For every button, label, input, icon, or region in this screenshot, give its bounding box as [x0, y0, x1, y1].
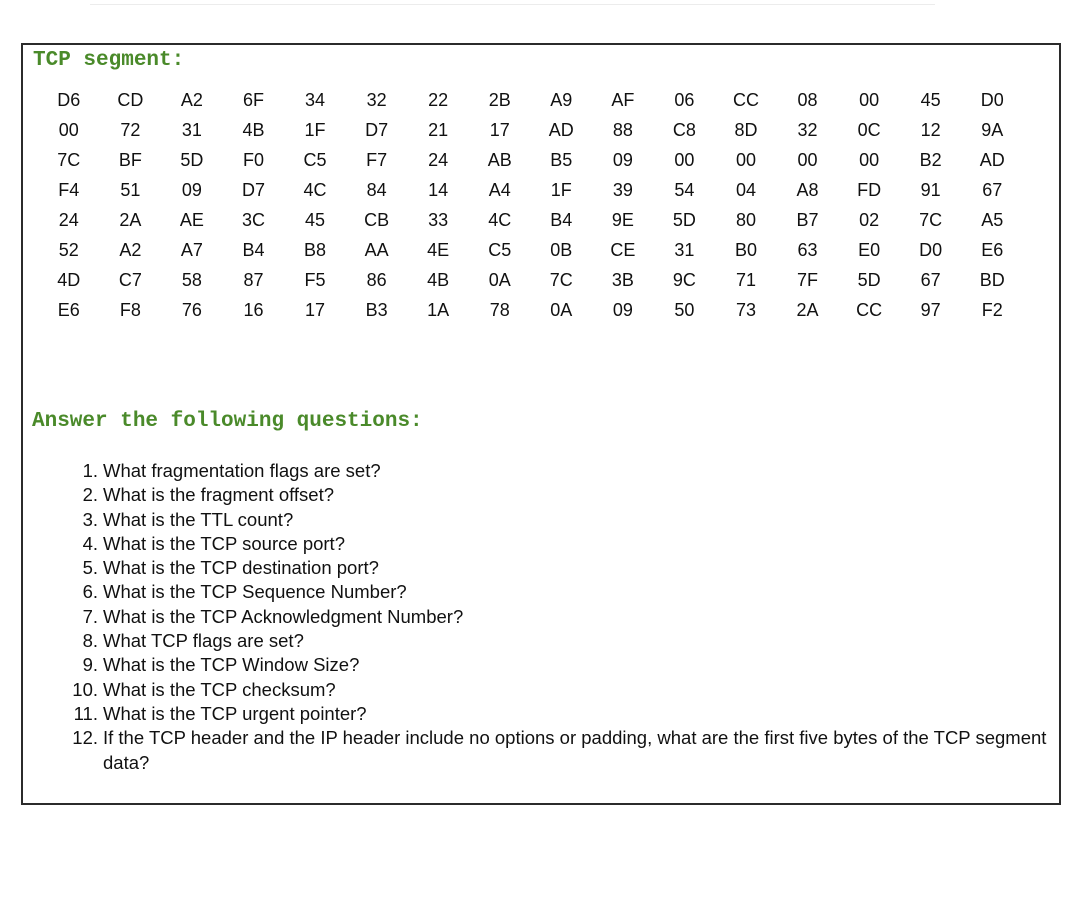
hex-byte: 67: [982, 179, 1003, 200]
hex-row: [38, 85, 1023, 115]
hex-byte: 1A: [427, 299, 450, 320]
hex-byte: 67: [920, 269, 941, 290]
hex-byte: B7: [796, 209, 819, 230]
hex-byte: 14: [428, 179, 449, 200]
hex-byte: 54: [674, 179, 695, 200]
hex-byte: 45: [920, 89, 941, 110]
hex-byte: F2: [981, 299, 1003, 320]
hex-byte: 2A: [119, 209, 142, 230]
question-text: What is the TCP urgent pointer?: [103, 702, 367, 724]
hex-byte: 09: [612, 299, 633, 320]
hex-row: [38, 115, 1023, 145]
hex-byte: 24: [428, 149, 449, 170]
hex-byte: B2: [919, 149, 942, 170]
hex-byte: 51: [120, 179, 141, 200]
hex-byte: 08: [797, 89, 818, 110]
question-number: 3.: [82, 508, 98, 530]
segment-heading: TCP segment:: [33, 49, 185, 72]
hex-byte: AB: [487, 149, 512, 170]
hex-byte: 21: [428, 119, 449, 140]
hex-byte: 00: [674, 149, 695, 170]
hex-byte: CC: [732, 89, 759, 110]
exercise-panel: [21, 43, 1061, 805]
hex-byte: 33: [428, 209, 449, 230]
question-number: 1.: [82, 460, 98, 481]
hex-byte: F5: [304, 269, 326, 290]
hex-byte: A5: [981, 209, 1004, 230]
hex-byte: B0: [734, 239, 757, 260]
hex-byte: 4B: [242, 119, 265, 140]
hex-byte: F7: [366, 149, 388, 170]
hex-byte: A4: [488, 179, 511, 200]
hex-byte: B4: [242, 239, 265, 260]
question-number: 2.: [82, 484, 98, 506]
hex-row: [38, 205, 1023, 235]
hex-byte: 76: [181, 299, 202, 320]
question-text: What is the TCP Window Size?: [103, 654, 360, 676]
question-number: 5.: [82, 557, 98, 579]
question-item: [63, 726, 1053, 775]
question-number: 8.: [82, 630, 98, 652]
hex-byte: BF: [118, 149, 142, 170]
hex-byte: 7C: [919, 209, 943, 230]
hex-byte: 12: [920, 119, 941, 140]
hex-byte: 4C: [303, 179, 327, 200]
hex-byte: 87: [243, 269, 264, 290]
question-item: [63, 678, 1053, 702]
hex-byte: 63: [797, 239, 818, 260]
hex-byte: F0: [242, 149, 264, 170]
hex-byte: E6: [57, 299, 80, 320]
hex-byte: E0: [858, 239, 881, 260]
hex-byte: 9C: [672, 269, 696, 290]
hex-byte: 00: [797, 149, 818, 170]
hex-byte: 4E: [427, 239, 450, 260]
hex-byte: 7C: [57, 149, 81, 170]
hex-byte: 00: [58, 119, 79, 140]
question-text: What TCP flags are set?: [103, 630, 304, 652]
question-text: What is the TCP Acknowledgment Number?: [103, 605, 464, 627]
hex-byte: 16: [243, 299, 264, 320]
hex-byte: 72: [120, 119, 141, 140]
hex-byte: B4: [550, 209, 573, 230]
hex-byte: A2: [180, 89, 203, 110]
hex-byte: 3C: [241, 209, 265, 230]
hex-byte: 31: [181, 119, 202, 140]
hex-byte: 91: [920, 179, 941, 200]
hex-byte: 7F: [797, 269, 819, 290]
hex-byte: 31: [674, 239, 695, 260]
question-text: What is the TTL count?: [103, 508, 294, 530]
hex-byte: 80: [735, 209, 756, 230]
question-number: 11.: [73, 702, 98, 724]
hex-byte: C5: [488, 239, 512, 260]
hex-byte: 0C: [857, 119, 881, 140]
hex-byte: 84: [366, 179, 387, 200]
question-item: [63, 580, 1053, 604]
question-number: 10.: [72, 678, 98, 700]
hex-row: [38, 175, 1023, 205]
questions-heading: Answer the following questions:: [32, 410, 423, 433]
hex-byte: 06: [674, 89, 695, 110]
hex-byte: F8: [119, 299, 141, 320]
question-text: If the TCP header and the IP header include no options or padding, what are the first five bytes of the TCP segment data?: [103, 727, 1047, 773]
question-list: [63, 459, 1053, 775]
question-item: [63, 605, 1053, 629]
question-text: What is the TCP Sequence Number?: [103, 581, 407, 603]
hex-byte: 45: [305, 209, 326, 230]
hex-byte: 52: [58, 239, 79, 260]
hex-byte: D7: [241, 179, 265, 200]
hex-byte: 32: [366, 89, 387, 110]
question-text: What fragmentation flags are set?: [103, 460, 381, 481]
hex-byte: A7: [180, 239, 203, 260]
question-number: 4.: [82, 532, 98, 554]
hex-byte: 4C: [488, 209, 512, 230]
hex-byte: 9E: [611, 209, 634, 230]
hex-byte: F4: [58, 179, 80, 200]
question-number: 12.: [72, 727, 98, 749]
hex-byte: 9A: [981, 119, 1004, 140]
question-item: [63, 653, 1053, 677]
hex-byte: 4D: [57, 269, 81, 290]
hex-byte: 73: [735, 299, 756, 320]
top-divider: [90, 4, 935, 5]
hex-byte: 00: [859, 149, 880, 170]
hex-byte: A9: [550, 89, 573, 110]
hex-byte: D7: [365, 119, 389, 140]
hex-byte: CD: [117, 89, 144, 110]
hex-byte: A2: [119, 239, 142, 260]
hex-byte: 7C: [549, 269, 573, 290]
question-number: 9.: [82, 654, 98, 676]
hex-dump-body: [38, 85, 1023, 325]
hex-byte: E6: [981, 239, 1004, 260]
question-text: What is the TCP checksum?: [103, 678, 336, 700]
hex-byte: AE: [179, 209, 204, 230]
hex-byte: 8D: [734, 119, 758, 140]
hex-byte: 5D: [857, 269, 881, 290]
hex-byte: 58: [181, 269, 202, 290]
hex-byte: D0: [919, 239, 943, 260]
hex-byte: B3: [365, 299, 388, 320]
question-number: 7.: [82, 605, 98, 627]
hex-byte: 71: [735, 269, 756, 290]
hex-byte: 32: [797, 119, 818, 140]
hex-byte: 50: [674, 299, 695, 320]
hex-byte: A8: [796, 179, 819, 200]
hex-byte: 5D: [672, 209, 696, 230]
question-item: [63, 556, 1053, 580]
question-item: [63, 532, 1053, 556]
hex-dump-table: [38, 85, 1023, 325]
hex-byte: CB: [364, 209, 390, 230]
hex-byte: 1F: [550, 179, 572, 200]
hex-byte: B5: [550, 149, 573, 170]
hex-byte: D6: [57, 89, 81, 110]
hex-byte: C5: [303, 149, 327, 170]
hex-byte: 09: [612, 149, 633, 170]
hex-byte: 04: [735, 179, 756, 200]
hex-byte: B8: [304, 239, 327, 260]
hex-byte: 17: [305, 299, 326, 320]
question-text: What is the TCP source port?: [103, 532, 345, 554]
hex-byte: 24: [58, 209, 79, 230]
hex-byte: 86: [366, 269, 387, 290]
hex-byte: D0: [980, 89, 1004, 110]
hex-byte: 00: [735, 149, 756, 170]
hex-byte: 00: [859, 89, 880, 110]
hex-byte: 09: [181, 179, 202, 200]
hex-byte: 34: [305, 89, 326, 110]
hex-byte: 5D: [180, 149, 204, 170]
hex-byte: 0A: [550, 299, 573, 320]
hex-byte: FD: [857, 179, 882, 200]
question-text: What is the fragment offset?: [103, 484, 335, 506]
hex-byte: C8: [672, 119, 696, 140]
question-text: What is the TCP destination port?: [103, 557, 379, 579]
hex-byte: CC: [856, 299, 883, 320]
hex-byte: AF: [611, 89, 635, 110]
hex-byte: 2B: [488, 89, 511, 110]
hex-byte: CE: [610, 239, 636, 260]
hex-row: [38, 265, 1023, 295]
hex-byte: AD: [979, 149, 1005, 170]
hex-byte: 4B: [427, 269, 450, 290]
hex-byte: 22: [428, 89, 449, 110]
hex-byte: 1F: [304, 119, 326, 140]
hex-byte: 02: [859, 209, 880, 230]
hex-row: [38, 295, 1023, 325]
hex-row: [38, 235, 1023, 265]
hex-byte: 2A: [796, 299, 819, 320]
question-number: 6.: [82, 581, 98, 603]
question-item: [63, 702, 1053, 726]
hex-byte: BD: [979, 269, 1005, 290]
question-item: [63, 483, 1053, 507]
hex-byte: 88: [612, 119, 633, 140]
question-item: [63, 629, 1053, 653]
hex-byte: 3B: [611, 269, 634, 290]
hex-byte: 17: [489, 119, 510, 140]
hex-byte: 6F: [242, 89, 264, 110]
hex-row: [38, 145, 1023, 175]
hex-byte: AD: [548, 119, 574, 140]
hex-byte: 78: [489, 299, 510, 320]
hex-byte: 39: [612, 179, 633, 200]
question-item: [63, 459, 1053, 483]
hex-byte: 0A: [488, 269, 511, 290]
question-item: [63, 508, 1053, 532]
hex-byte: 97: [920, 299, 941, 320]
hex-byte: AA: [364, 239, 389, 260]
hex-byte: 0B: [550, 239, 573, 260]
hex-byte: C7: [118, 269, 142, 290]
